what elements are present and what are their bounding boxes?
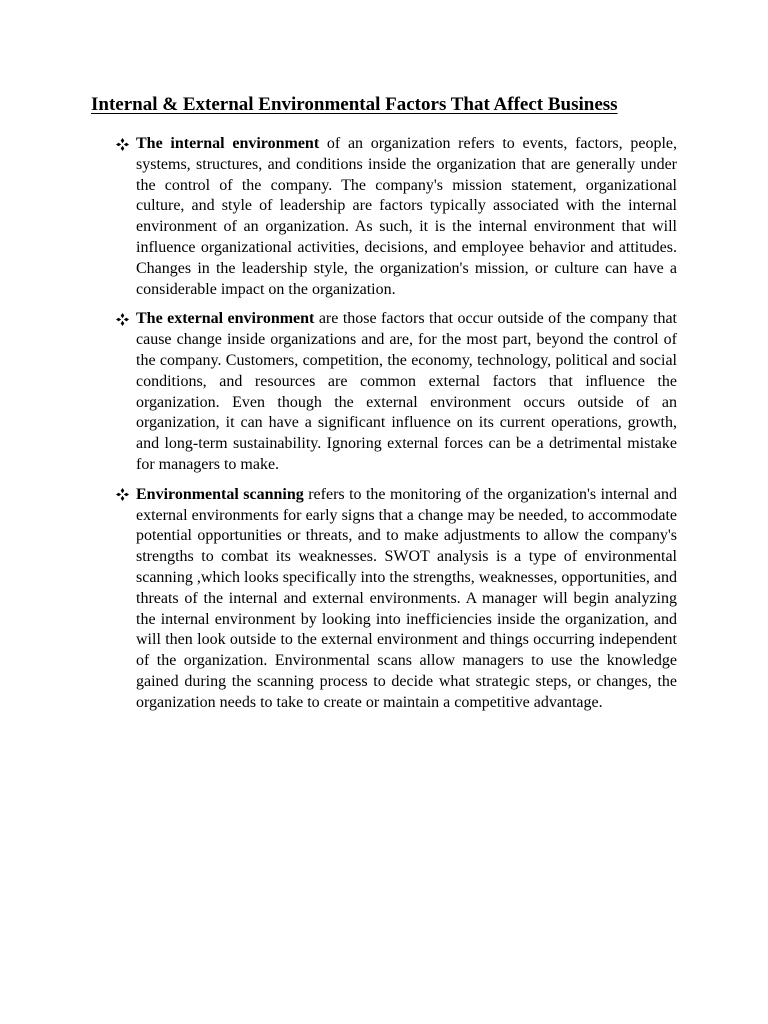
bullet-item-environmental-scanning xyxy=(110,485,677,714)
page-title: Internal & External Environmental Factors That Affect Business xyxy=(91,94,618,115)
diamond-bullet-icon xyxy=(115,134,129,154)
bullet-item-internal-environment xyxy=(110,134,677,300)
bullet-list xyxy=(110,134,677,723)
term-internal-environment: The internal environment xyxy=(136,135,320,152)
diamond-bullet-icon xyxy=(115,485,129,505)
body-external-environment: are those factors that occur outside of the company that cause change inside organizations and are, for the most part, beyond the control of the company. Customers, competition, the economy, technology, political and social conditions, and resources are common external factors that influence the organization. Even though the external environment occurs outside of an organization, it can have a significant influence on its current operations, growth, and long-term sustainability. Ignoring external forces can be a detrimental mistake for managers to make. xyxy=(136,310,677,473)
term-external-environment: The external environment xyxy=(136,310,315,328)
term-environmental-scanning: Environmental scanning xyxy=(136,485,304,503)
bullet-item-external-environment xyxy=(110,309,677,475)
body-internal-environment: of an organization refers to events, factors, people, systems, structures, and conditions inside the organization that are generally under the control of the company. The company's mission statement, organizational culture, and style of leadership are factors typically associated with the internal environment of an organization. As such, it is the internal environment that will influence organizational activities, decisions, and employee behavior and attitudes. Changes in the leadership style, the organization's mission, or culture can have a considerable impact on the organization. xyxy=(136,135,677,298)
body-environmental-scanning: refers to the monitoring of the organization's internal and external environments for early signs that a change may be needed, to accommodate potential opportunities or threats, and to make adjustments to allow the company's strengths to combat its weaknesses. SWOT analysis is a type of environmental scanning ,which looks specifically into the strengths, weaknesses, opportunities, and threats of the internal and external environments. A manager will begin analyzing the internal environment by looking into inefficiencies inside the organization, and will then look outside to the external environment and things occurring independent of the organization. Environmental scans allow managers to use the knowledge gained during the scanning process to decide what strategic steps, or changes, the organization needs to take to create or maintain a competitive advantage. xyxy=(136,485,678,711)
diamond-bullet-icon xyxy=(115,309,129,329)
